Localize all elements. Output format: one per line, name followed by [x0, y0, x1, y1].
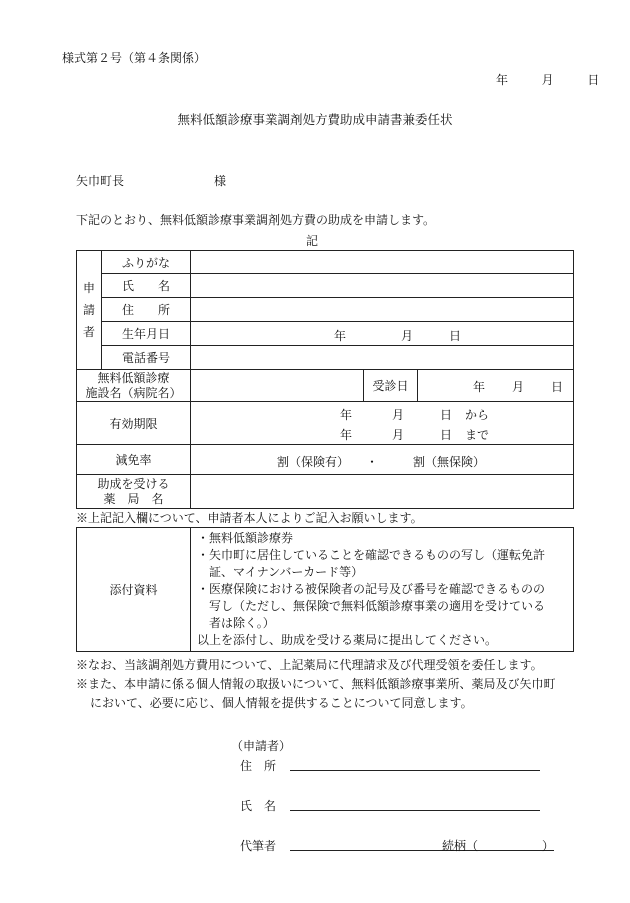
- address-field[interactable]: [191, 298, 574, 322]
- birth-year: 年: [334, 329, 347, 343]
- validity-from-word: から: [465, 408, 490, 422]
- attachments-list: [191, 528, 574, 652]
- visit-month: 月: [512, 380, 525, 394]
- reduction-field[interactable]: [191, 445, 574, 475]
- name-label: 氏 名: [102, 274, 191, 298]
- ki-label: 記: [306, 234, 319, 248]
- validity-label: 有効期限: [77, 402, 191, 445]
- attachment-instruction: 以上を添付し、助成を受ける薬局に提出してください。: [197, 633, 498, 647]
- relation-label: 続柄（: [442, 839, 479, 853]
- addressee: [76, 172, 227, 189]
- phone-label: 電話番号: [102, 346, 191, 370]
- facility-label-line1: 無料低額診療: [97, 370, 170, 385]
- name-field[interactable]: [191, 274, 574, 298]
- validity-to-year: 年: [340, 428, 353, 442]
- pharmacy-label-line1: 助成を受ける: [97, 476, 170, 491]
- furigana-field[interactable]: [191, 251, 574, 274]
- visit-day: 日: [551, 380, 564, 394]
- reduction-uninsured: 割（無保険）: [413, 455, 486, 469]
- birth-day: 日: [449, 329, 462, 343]
- signature-name-line[interactable]: [290, 810, 540, 811]
- row-reduction: [77, 445, 574, 475]
- attachment-item: ・医療保険における被保険者の記号及び番号を確認できるものの: [197, 582, 546, 596]
- attachment-item: ・矢巾町に居住していることを確認できるものの写し（運転免許: [197, 548, 546, 562]
- reduction-label: 減免率: [77, 445, 191, 475]
- reduction-insured: 割（保険有）: [277, 455, 350, 469]
- signature-address-line[interactable]: [290, 770, 540, 771]
- attachment-item: ・無料低額診療券: [197, 531, 294, 545]
- validity-from-day: 日: [440, 408, 453, 422]
- applicant-group-label: [77, 251, 102, 370]
- visit-date-field[interactable]: [418, 370, 574, 402]
- row-name: [77, 274, 574, 298]
- header-date-year: 年: [496, 73, 509, 87]
- entry-note: ※上記記入欄について、申請者本人によりご記入お願いします。: [76, 511, 423, 525]
- header-date: [496, 71, 599, 88]
- signature-heading: （申請者）: [231, 739, 292, 753]
- birth-label: 生年月日: [102, 322, 191, 346]
- row-pharmacy: [77, 475, 574, 509]
- addressee-name: 矢巾町長: [76, 174, 125, 188]
- pharmacy-field[interactable]: [191, 475, 574, 509]
- application-table: [76, 250, 574, 509]
- signature-name-label: 氏 名: [240, 799, 277, 813]
- privacy-note-line1: ※また、本申請に係る個人情報の取扱いについて、無料低額診療事業所、薬局及び矢巾町: [76, 677, 556, 691]
- row-validity: [77, 402, 574, 445]
- reduction-separator: ・: [366, 455, 379, 469]
- validity-to-word: まで: [465, 428, 490, 442]
- facility-label: [77, 370, 191, 402]
- row-birth: [77, 322, 574, 346]
- proxy-writer-label: 代筆者: [240, 839, 277, 853]
- visit-year: 年: [473, 380, 486, 394]
- address-label: 住 所: [102, 298, 191, 322]
- header-date-month: 月: [541, 73, 554, 87]
- form-number: 様式第２号（第４条関係）: [62, 51, 207, 65]
- addressee-honorific: 様: [214, 174, 227, 188]
- privacy-note-line2: において、必要に応じ、個人情報を提供することについて同意します。: [90, 696, 473, 710]
- pharmacy-label-line2: 薬 局 名: [103, 491, 164, 506]
- applicant-char-3: 者: [82, 325, 95, 339]
- attachments-table: [76, 527, 574, 652]
- document-title: 無料低額診療事業調剤処方費助成申請書兼委任状: [177, 112, 453, 127]
- proxy-writer-line[interactable]: [290, 850, 554, 851]
- attachment-item: 証、マイナンバーカード等）: [209, 565, 364, 579]
- birth-field[interactable]: [191, 322, 574, 346]
- row-furigana: [77, 251, 574, 274]
- pharmacy-label: [77, 475, 191, 509]
- applicant-char-1: 申: [82, 281, 95, 295]
- intro-text: 下記のとおり、無料低額診療事業調剤処方費の助成を申請します。: [76, 213, 436, 227]
- validity-from-month: 月: [392, 408, 405, 422]
- facility-label-line2: 施設名（病院名）: [85, 385, 182, 400]
- header-date-day: 日: [587, 73, 600, 87]
- phone-field[interactable]: [191, 346, 574, 370]
- validity-to-day: 日: [440, 428, 453, 442]
- validity-field[interactable]: [191, 402, 574, 445]
- validity-from-year: 年: [340, 408, 353, 422]
- birth-month: 月: [401, 329, 414, 343]
- row-address: [77, 298, 574, 322]
- attachment-item: 者は除く。）: [209, 616, 275, 630]
- relation-close: ）: [542, 839, 555, 853]
- delegation-note: ※なお、当該調剤処方費用について、上記薬局に代理請求及び代理受領を委任します。: [76, 658, 543, 672]
- attachment-item: 写し（ただし、無保険で無料低額診療事業の適用を受けている: [209, 599, 546, 613]
- signature-address-label: 住 所: [240, 759, 277, 773]
- validity-to-month: 月: [392, 428, 405, 442]
- attachments-label: 添付資料: [77, 528, 191, 652]
- applicant-char-2: 請: [82, 303, 95, 317]
- facility-field[interactable]: [191, 370, 364, 402]
- row-facility: [77, 370, 574, 402]
- row-phone: [77, 346, 574, 370]
- visit-date-label: 受診日: [364, 370, 418, 402]
- furigana-label: ふりがな: [102, 251, 191, 274]
